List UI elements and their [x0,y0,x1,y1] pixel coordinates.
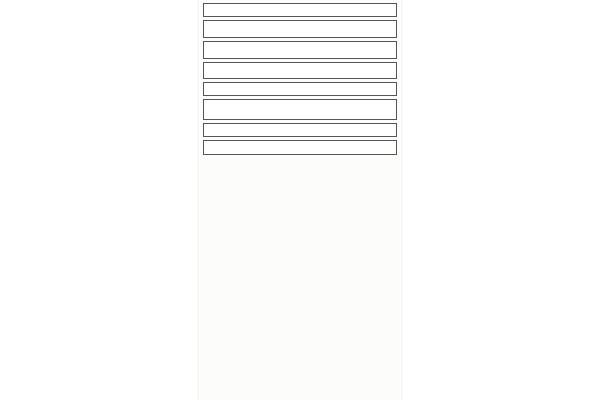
dialogue-line [206,53,395,57]
dialogue-box [203,123,397,137]
dialogue-box [203,41,397,59]
dialogue-box [203,140,397,154]
scanned-document-page [199,0,401,400]
dialogue-line [206,74,395,78]
dialogue-line [206,115,395,119]
dialogue-line [206,33,395,37]
dialogue-box [203,20,397,38]
dialogue-box [203,82,397,96]
dialogue-line [206,149,395,153]
dialogue-box [203,3,397,17]
document-body [199,0,401,156]
dialogue-box [203,62,397,80]
dialogue-box [203,99,397,120]
dialogue-line [206,132,395,136]
dialogue-line [206,91,395,95]
dialogue-line [206,12,395,16]
